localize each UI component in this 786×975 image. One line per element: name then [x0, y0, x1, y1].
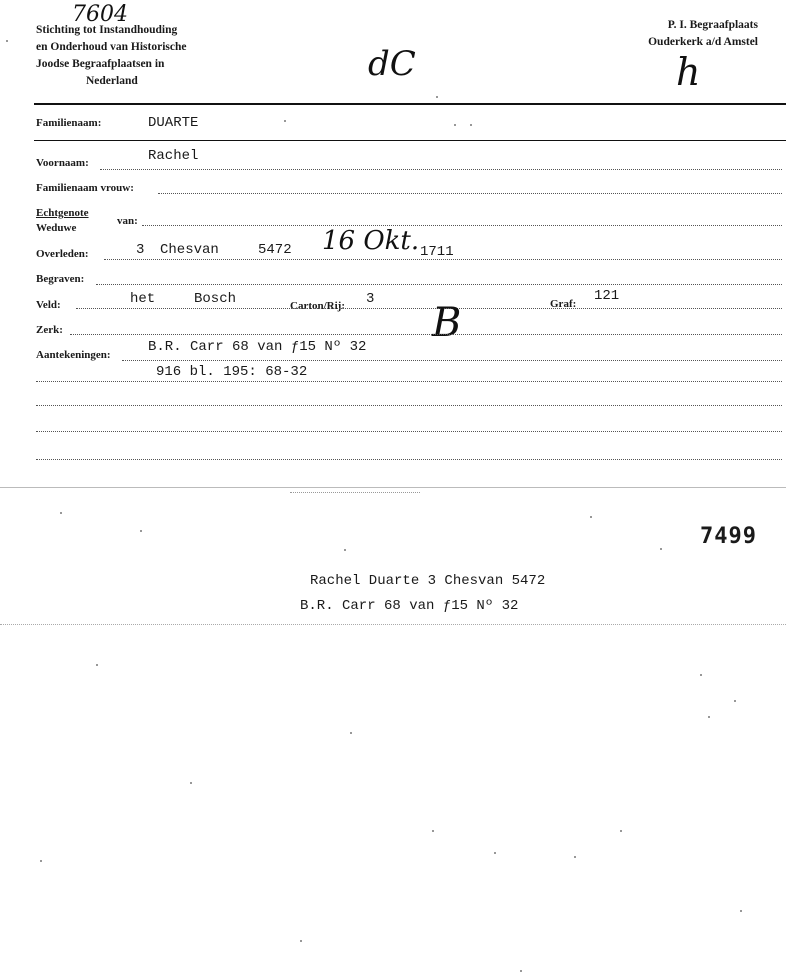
header-divider: [34, 103, 786, 105]
graf-value: 121: [594, 288, 620, 304]
speck: [734, 700, 736, 702]
organization-line-4: Nederland: [86, 75, 138, 87]
begraven-line: [96, 284, 782, 285]
speck: [284, 120, 286, 122]
aantekeningen-line-2: [36, 381, 782, 382]
aantekeningen-line-3: [36, 405, 782, 406]
speck: [190, 782, 192, 784]
zerk-label: Zerk:: [36, 324, 63, 336]
veld-label: Veld:: [36, 299, 61, 311]
organization-block: [36, 22, 186, 90]
back-line-1: Rachel Duarte 3 Chesvan 5472: [310, 573, 546, 589]
familienaam-vrouw-label: Familienaam vrouw:: [36, 182, 134, 194]
overleden-line: [104, 259, 782, 260]
cemetery-line-2: Ouderkerk a/d Amstel: [648, 36, 758, 48]
echtgenote-label: Echtgenote: [36, 207, 89, 219]
begraven-label: Begraven:: [36, 273, 85, 285]
zerk-line: [70, 334, 782, 335]
speck: [6, 40, 8, 42]
aantekening-line-2: 916 bl. 195: 68-32: [156, 364, 308, 380]
overleden-label: Overleden:: [36, 248, 89, 260]
speck: [708, 716, 710, 718]
veld-line: [76, 308, 782, 309]
aantekeningen-line-5: [36, 459, 782, 460]
back-line-2: B.R. Carr 68 van ƒ15 Nº 32: [300, 598, 519, 614]
voornaam-label: Voornaam:: [36, 157, 89, 169]
speck: [454, 124, 456, 126]
carton-handwritten-mark: B: [432, 300, 462, 346]
overleden-year: 5472: [258, 242, 292, 258]
van-label: van:: [117, 215, 138, 227]
overleden-civil-year: 1711: [420, 244, 454, 260]
organization-line-1: Stichting tot Instandhouding: [36, 24, 178, 36]
familienaam-value: DUARTE: [148, 115, 199, 131]
overleden-day: 3: [136, 242, 145, 258]
organization-line-2: en Onderhoud van Historische: [36, 41, 187, 53]
familienaam-label: Familienaam:: [36, 117, 102, 129]
voornaam-value: Rachel: [148, 148, 199, 164]
veld-value-1: het: [130, 291, 156, 307]
speck: [590, 516, 592, 518]
back-fold-line: [0, 624, 786, 625]
center-handwritten-mark: dC: [368, 44, 416, 84]
carton-value: 3: [366, 291, 375, 307]
speck: [494, 852, 496, 854]
card-number-handwritten: 7604: [72, 2, 128, 27]
speck: [344, 549, 346, 551]
speck: [700, 674, 702, 676]
cemetery-block: [648, 17, 758, 51]
speck: [470, 124, 472, 126]
cemetery-handwritten-mark: h: [676, 50, 701, 94]
echtgenote-line: [142, 225, 782, 226]
graf-label: Graf:: [550, 298, 577, 310]
speck: [660, 548, 662, 550]
familienaam-divider: [34, 140, 786, 141]
card-edge-shadow: [290, 492, 420, 493]
speck: [620, 830, 622, 832]
speck: [350, 732, 352, 734]
carton-label: Carton/Rij:: [290, 300, 345, 312]
speck: [436, 96, 438, 98]
speck: [96, 664, 98, 666]
aantekeningen-label: Aantekeningen:: [36, 349, 111, 361]
speck: [140, 530, 142, 532]
aantekening-line-1: B.R. Carr 68 van ƒ15 Nº 32: [148, 339, 367, 355]
speck: [574, 856, 576, 858]
speck: [300, 940, 302, 942]
speck: [60, 512, 62, 514]
card-edge: [0, 487, 786, 488]
overleden-handwritten-date: 16 Okt.: [322, 226, 420, 256]
veld-value-2: Bosch: [194, 291, 237, 307]
speck: [520, 970, 522, 972]
aantekeningen-line-4: [36, 431, 782, 432]
familienaam-vrouw-line: [158, 193, 782, 194]
stamp-number: 7499: [700, 524, 757, 549]
organization-line-3: Joodse Begraafplaatsen in: [36, 58, 165, 70]
weduwe-label: Weduwe: [36, 222, 77, 234]
speck: [40, 860, 42, 862]
speck: [740, 910, 742, 912]
aantekeningen-line-1: [122, 360, 782, 361]
voornaam-line: [100, 169, 782, 170]
cemetery-line-1: P. I. Begraafplaats: [667, 19, 758, 31]
speck: [432, 830, 434, 832]
overleden-month: Chesvan: [160, 242, 219, 258]
